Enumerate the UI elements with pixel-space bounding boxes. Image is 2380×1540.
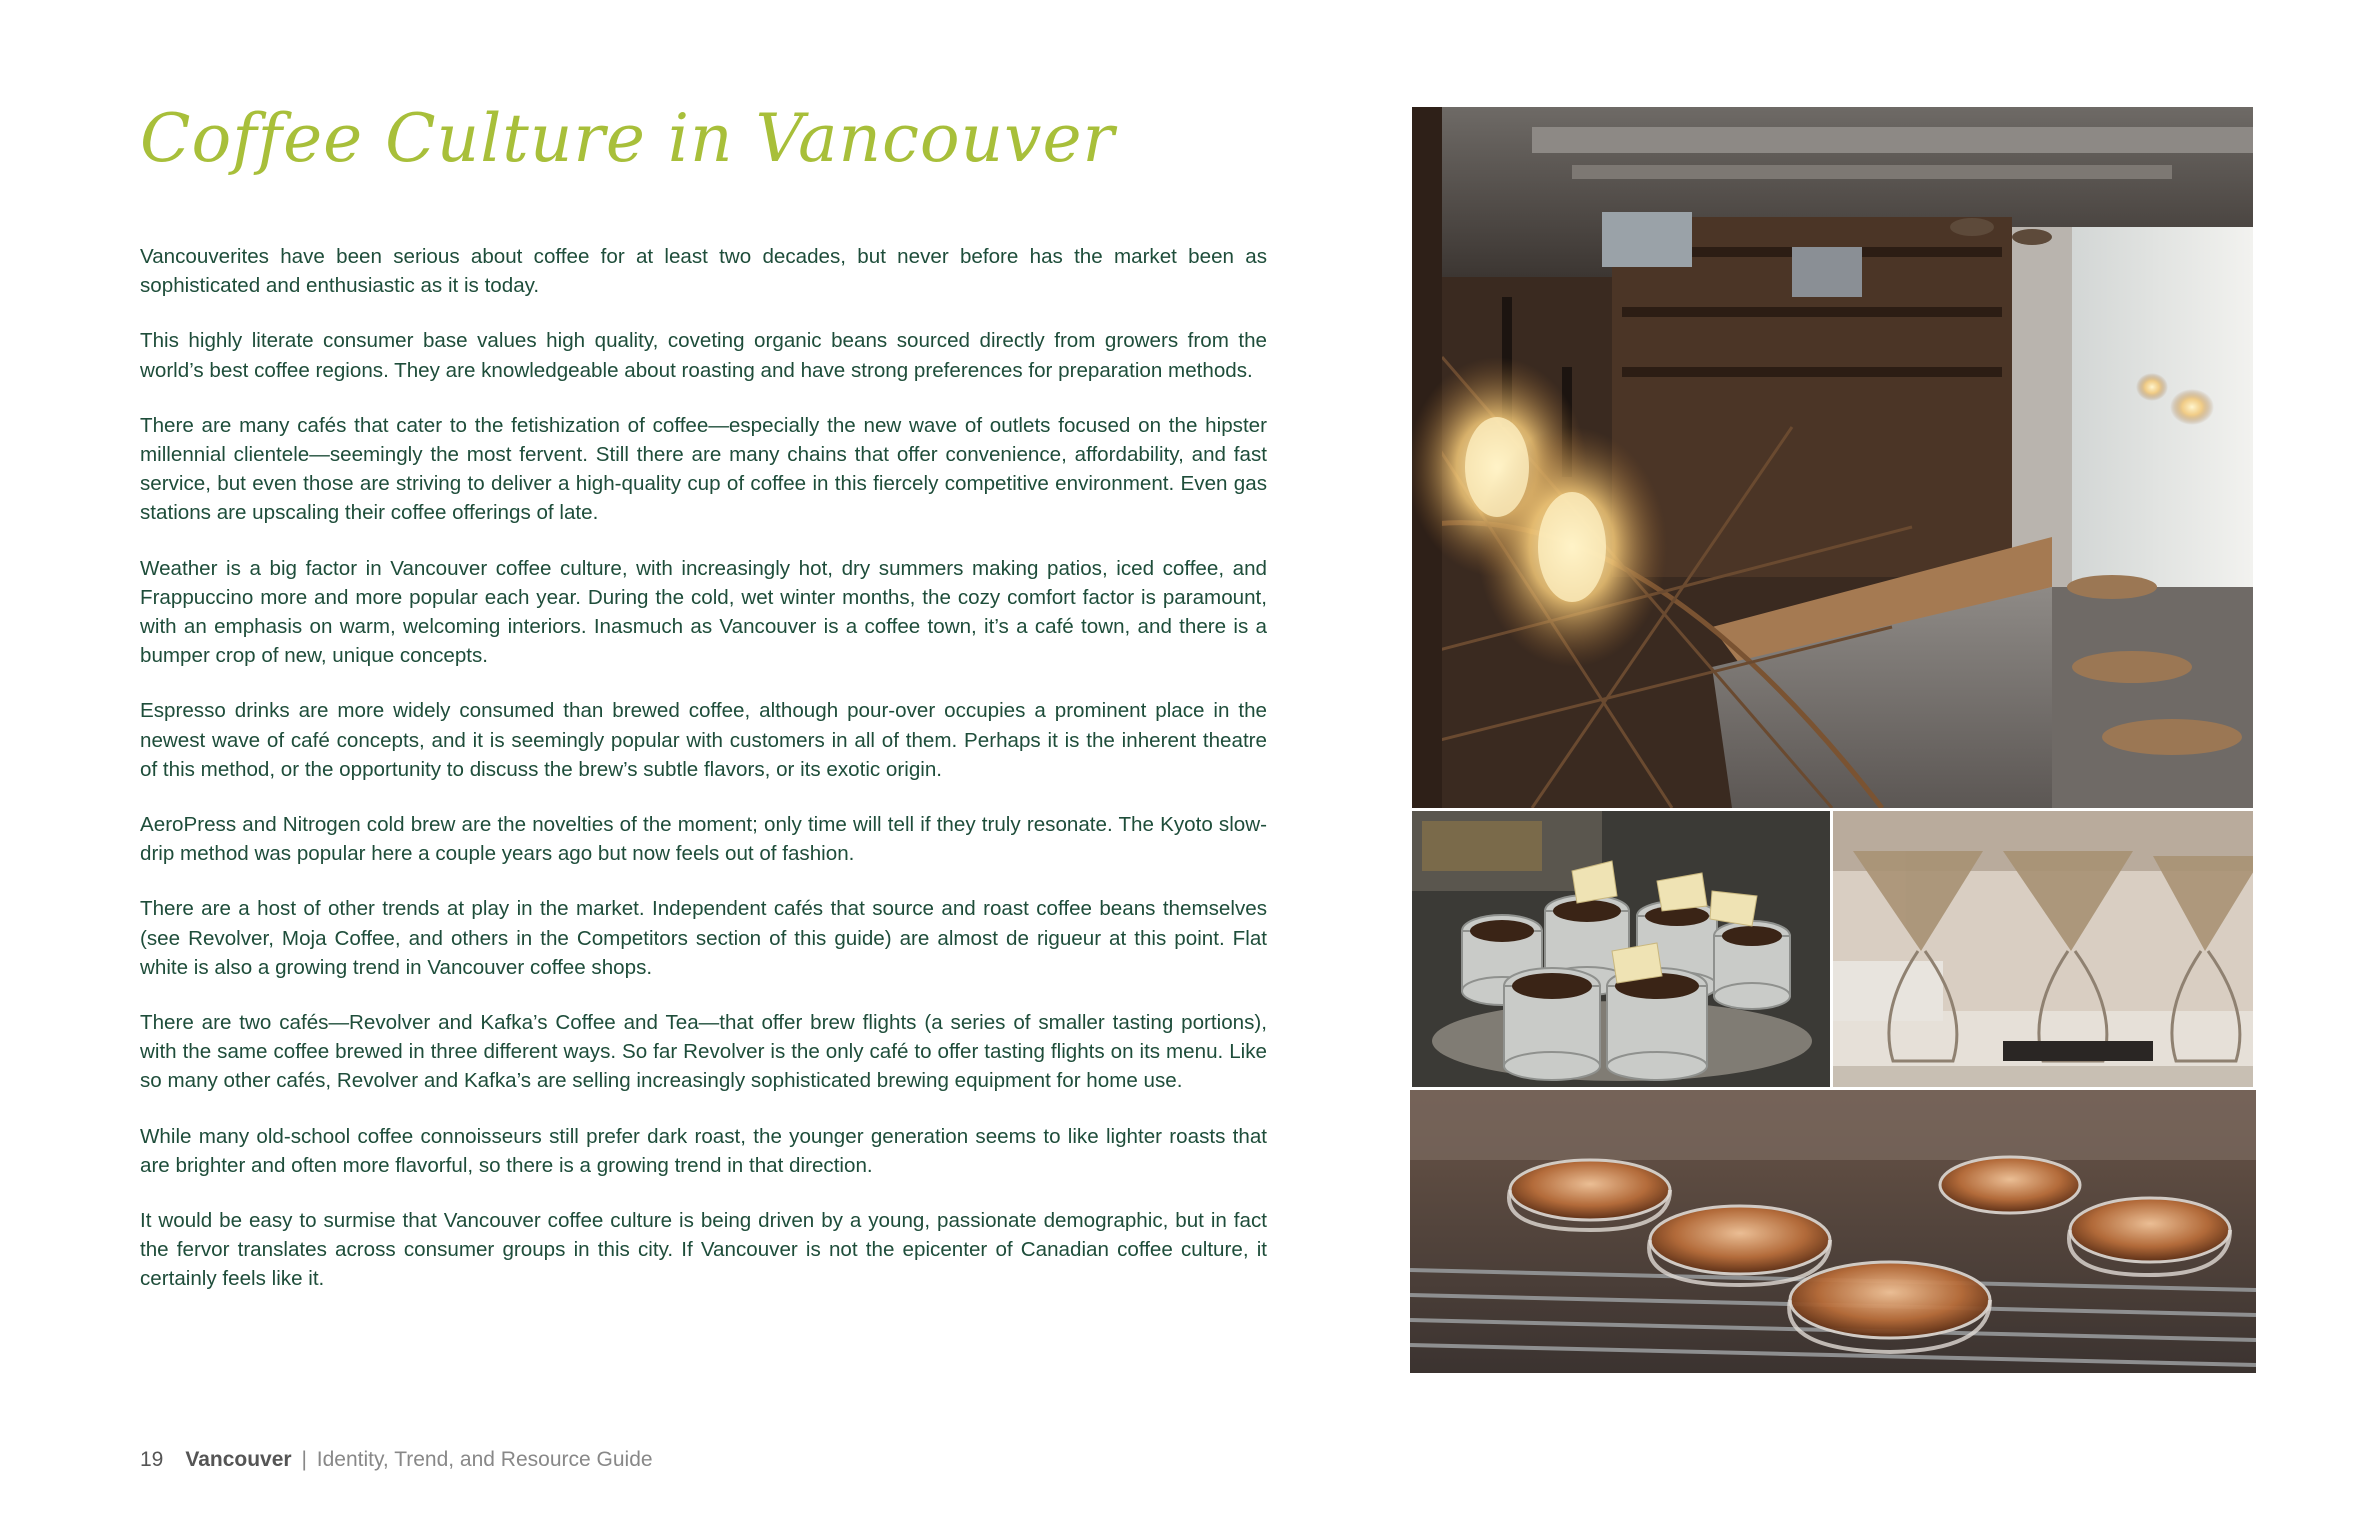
paragraph: There are two cafés—Revolver and Kafka’s Coffee and Tea—that offer brew flights (a series of smaller tasting portions), with the same coffee brewed in three different ways. So far Revolver is the only café to offer tasting flights on its menu. Like so many other cafés, Revolver and Kafka’s are selling increasingly sophisticated brewing equipment for home use.	[140, 1011, 1267, 1093]
paragraph: Vancouverites have been serious about coffee for at least two decades, but never before has the market been as sophisticated and enthusiastic as it is today.	[140, 245, 1267, 298]
footer-separator: |	[301, 1448, 307, 1471]
paragraph: Weather is a big factor in Vancouver coffee culture, with increasingly hot, dry summers making patios, iced coffee, and Frappuccino more and more popular each year. During the cold, wet winter months, the cozy comfort factor is paramount, with an emphasis on warm, welcoming interiors. Inasmuch as Vancouver is a coffee town, it’s a café town, and there is a bumper crop of new, unique concepts.	[140, 556, 1267, 668]
paragraph: While many old-school coffee connoisseurs still prefer dark roast, the younger generation seems to like lighter roasts that are brighter and often more flavorful, so there is a growing trend in that direction.	[140, 1124, 1267, 1177]
cafe-interior-photo	[1412, 107, 2253, 808]
paragraph: Espresso drinks are more widely consumed than brewed coffee, although pour-over occupies a prominent place in the newest wave of café concepts, and it is seemingly popular with customers in all of them. Perhaps it is the inherent theatre of this method, or the opportunity to discuss the brew’s subtle flavors, or its exotic origin.	[140, 699, 1267, 781]
footer-guide-title: Identity, Trend, and Resource Guide	[316, 1448, 653, 1471]
page-title: Coffee Culture in Vancouver	[140, 100, 1116, 177]
chemex-photo	[1833, 811, 2253, 1087]
page-footer	[140, 1448, 653, 1472]
paragraph: AeroPress and Nitrogen cold brew are the novelties of the moment; only time will tell if they truly resonate. The Kyoto slow-drip method was popular here a couple years ago but now feels out of fashion.	[140, 813, 1267, 866]
coffee-cupping-photo	[1412, 811, 1830, 1087]
footer-city: Vancouver	[185, 1448, 292, 1471]
paragraph: There are a host of other trends at play in the market. Independent cafés that source and roast coffee beans themselves (see Revolver, Moja Coffee, and others in the Competitors section of this guide) are almost de rigueur at this point. Flat white is also a growing trend in Vancouver coffee shops.	[140, 897, 1267, 979]
article-body	[140, 242, 1267, 1320]
paragraph: It would be easy to surmise that Vancouver coffee culture is being driven by a young, passionate demographic, but in fact the fervor translates across consumer groups in this city. If Vancouver is not the epicenter of Canadian coffee culture, it certainly feels like it.	[140, 1209, 1267, 1291]
espresso-cups-photo	[1410, 1090, 2256, 1373]
paragraph: There are many cafés that cater to the fetishization of coffee—especially the new wave of outlets focused on the hipster millennial clientele—seemingly the most fervent. Still there are many chains that offer convenience, affordability, and fast service, but even those are striving to deliver a high-quality cup of coffee in this fiercely competitive environment. Even gas stations are upscaling their coffee offerings of late.	[140, 413, 1267, 525]
paragraph: This highly literate consumer base values high quality, coveting organic beans sourced directly from growers from the world’s best coffee regions. They are knowledgeable about roasting and have strong preferences for preparation methods.	[140, 329, 1267, 382]
page-number: 19	[140, 1448, 164, 1471]
